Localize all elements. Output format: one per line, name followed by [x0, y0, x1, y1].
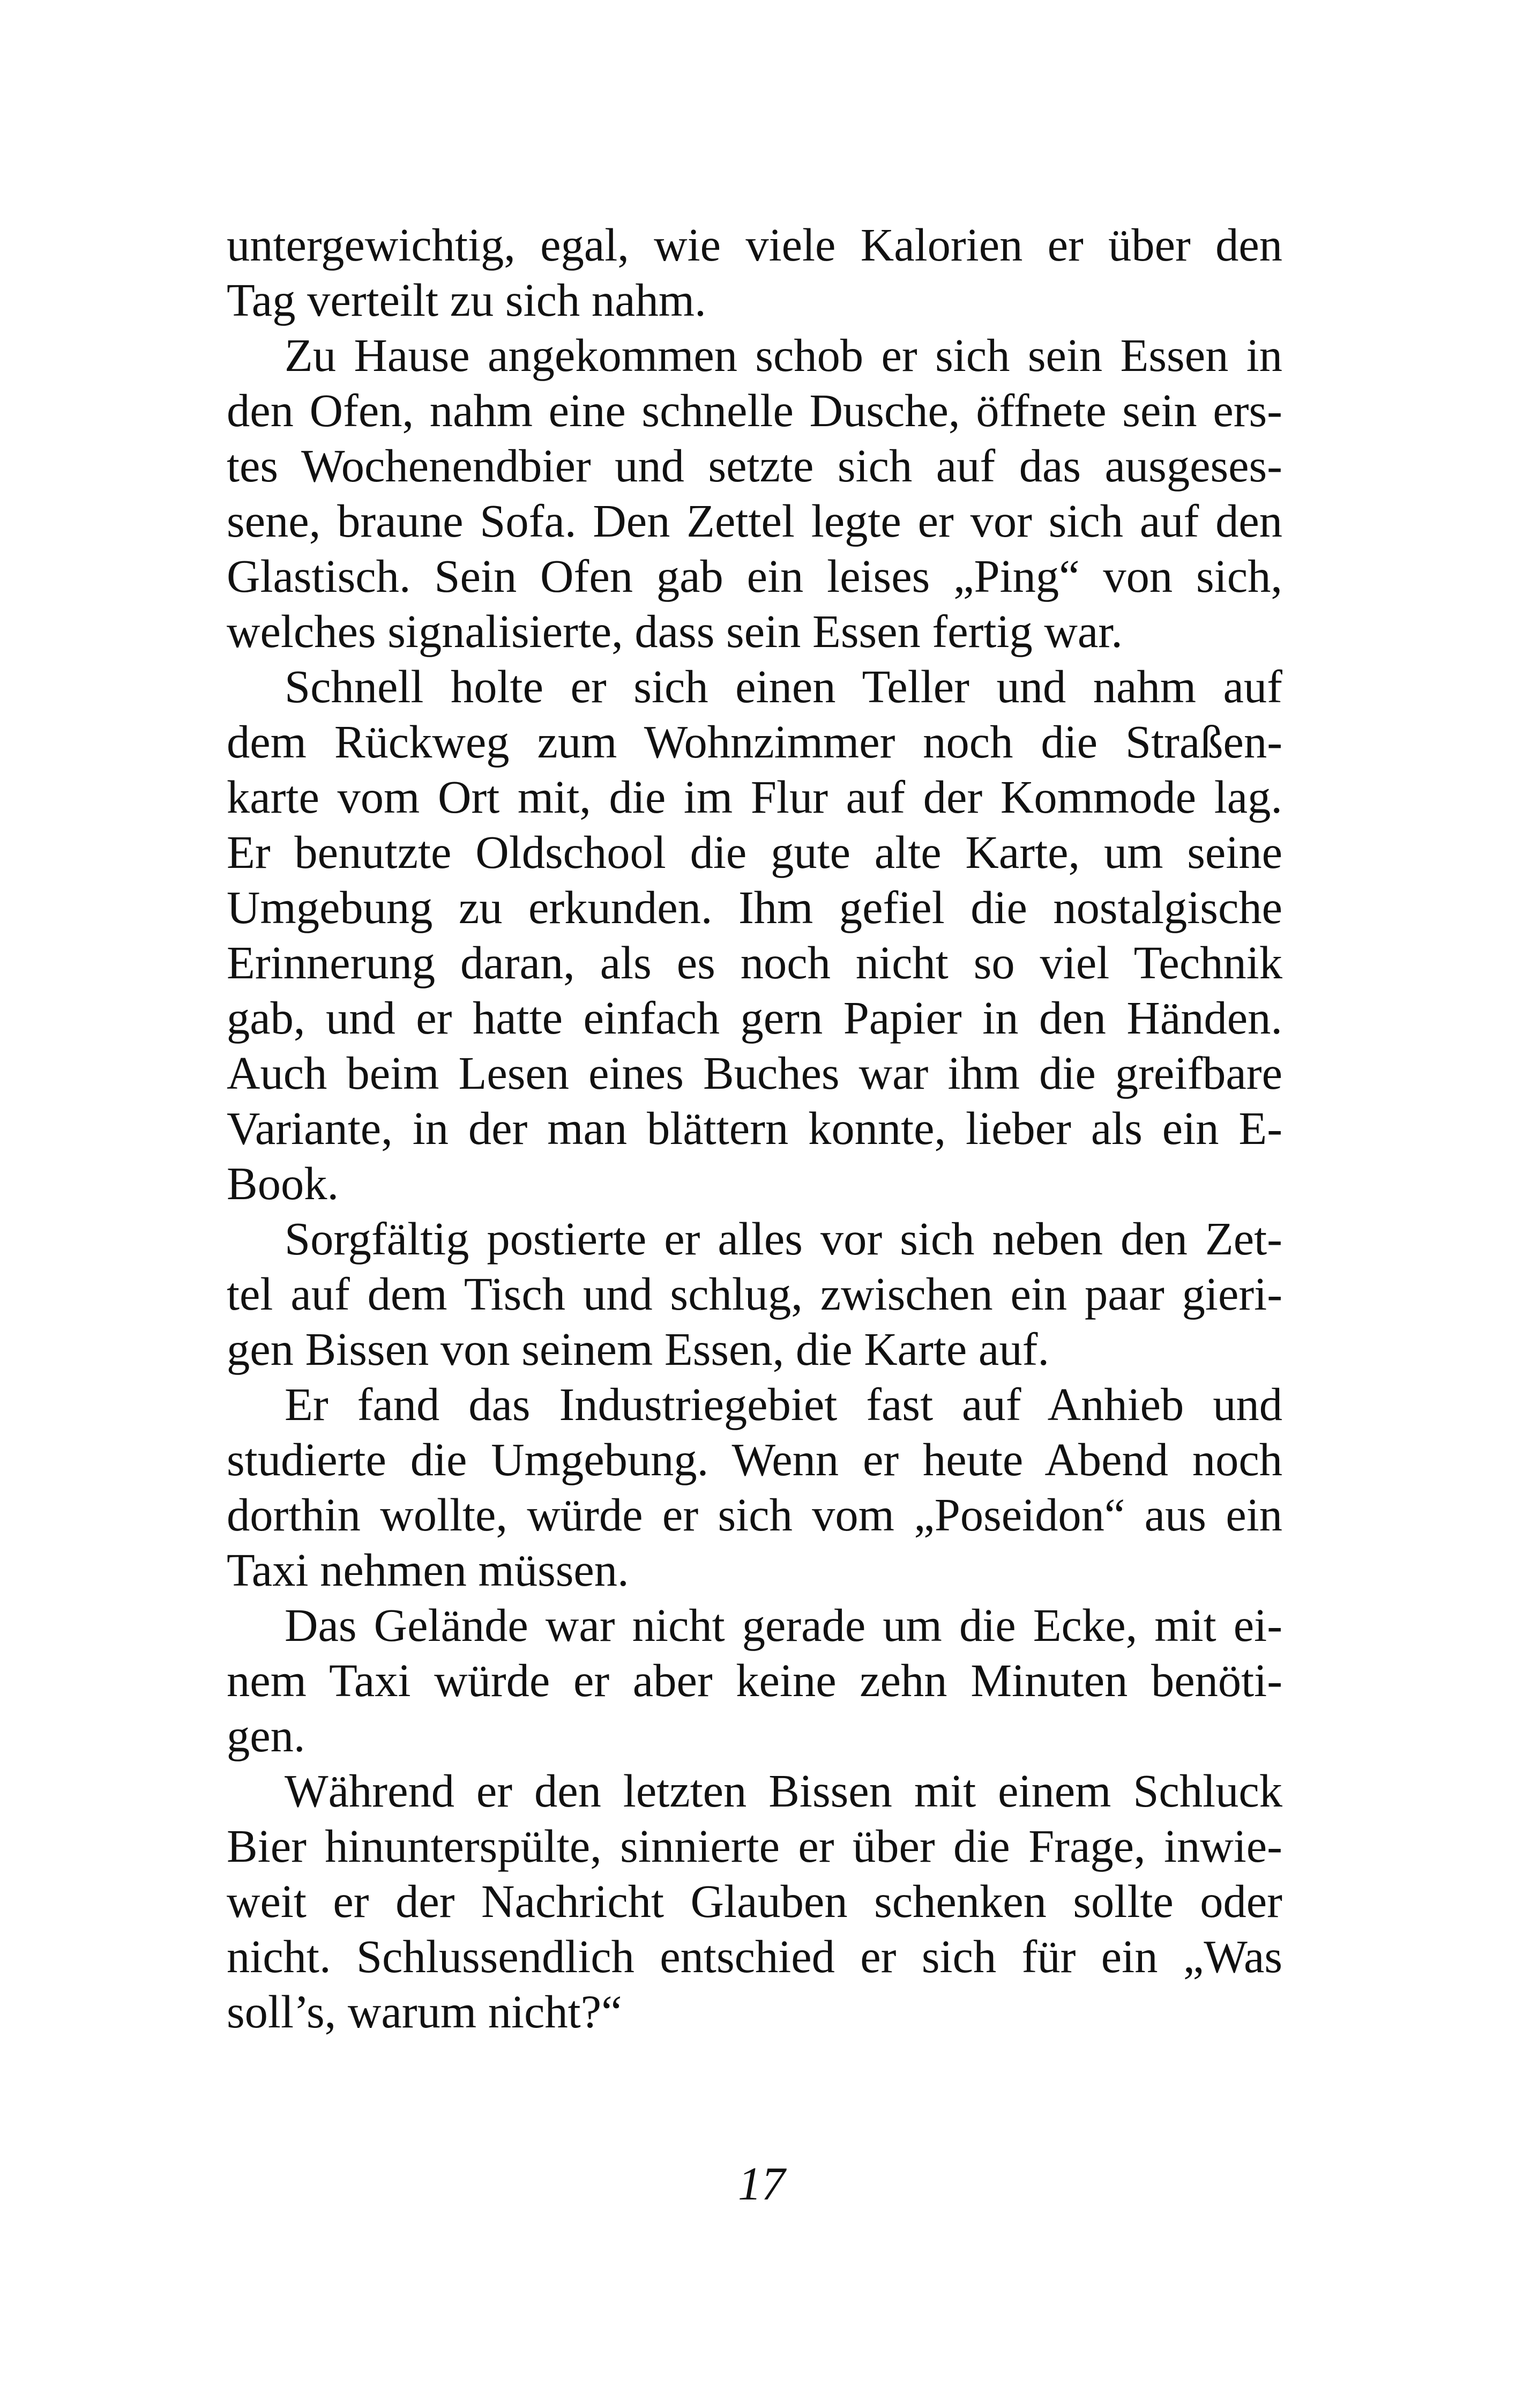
- text-line: untergewichtig, egal, wie viele Kalorien er über den: [227, 219, 1282, 271]
- text-line: Erinnerung daran, als es noch nicht so viel Technik: [227, 937, 1282, 989]
- text-line: Bier hinunterspülte, sinnierte er über die Frage, inwie-: [227, 1820, 1282, 1872]
- paragraph: [227, 218, 1282, 328]
- text-line: Er fand das Industriegebiet fast auf Anhieb und: [285, 1379, 1282, 1430]
- text-line: Glastisch. Sein Ofen gab ein leises „Ping“ von sich,: [227, 551, 1282, 602]
- text-line: Taxi nehmen müssen.: [227, 1544, 629, 1596]
- text-line: gen.: [227, 1710, 305, 1762]
- text-line: den Ofen, nahm eine schnelle Dusche, öffnete sein ers-: [227, 385, 1282, 436]
- paragraph: [227, 1764, 1282, 2040]
- paragraph: [227, 659, 1282, 1212]
- text-line: Tag verteilt zu sich nahm.: [227, 274, 706, 326]
- text-line: gab, und er hatte einfach gern Papier in den Händen.: [227, 992, 1282, 1044]
- body-text: [227, 218, 1282, 2040]
- text-line: weit er der Nachricht Glauben schenken sollte oder: [227, 1876, 1282, 1927]
- paragraph: [227, 328, 1282, 659]
- text-line: Während er den letzten Bissen mit einem Schluck: [285, 1765, 1282, 1817]
- text-line: Umgebung zu erkunden. Ihm gefiel die nostalgische: [227, 882, 1282, 933]
- text-line: nem Taxi würde er aber keine zehn Minuten benöti-: [227, 1655, 1282, 1706]
- paragraph: [227, 1377, 1282, 1598]
- text-line: Sorgfältig postierte er alles vor sich neben den Zet-: [285, 1213, 1282, 1265]
- text-line: Auch beim Lesen eines Buches war ihm die greifbare: [227, 1047, 1282, 1099]
- text-line: nicht. Schlussendlich entschied er sich für ein „Was: [227, 1931, 1282, 1982]
- text-line: Schnell holte er sich einen Teller und nahm auf: [285, 661, 1282, 712]
- text-line: dem Rückweg zum Wohnzimmer noch die Straßen-: [227, 716, 1282, 768]
- text-line: sene, braune Sofa. Den Zettel legte er vor sich auf den: [227, 495, 1282, 547]
- text-line: Variante, in der man blättern konnte, lieber als ein E-: [227, 1103, 1282, 1154]
- text-line: dorthin wollte, würde er sich vom „Poseidon“ aus ein: [227, 1489, 1282, 1541]
- text-line: Zu Hause angekommen schob er sich sein Essen in: [285, 330, 1282, 381]
- text-line: Er benutzte Oldschool die gute alte Karte, um seine: [227, 827, 1282, 878]
- paragraph: [227, 1598, 1282, 1764]
- text-line: studierte die Umgebung. Wenn er heute Abend noch: [227, 1434, 1282, 1485]
- text-line: gen Bissen von seinem Essen, die Karte auf.: [227, 1324, 1049, 1375]
- text-line: welches signalisierte, dass sein Essen fertig war.: [227, 606, 1123, 657]
- text-line: tel auf dem Tisch und schlug, zwischen ein paar gieri-: [227, 1268, 1282, 1320]
- text-line: Das Gelände war nicht gerade um die Ecke, mit ei-: [285, 1600, 1282, 1651]
- text-line: tes Wochenendbier und setzte sich auf das ausgeses-: [227, 440, 1282, 492]
- page-number: 17: [738, 2158, 785, 2210]
- text-line: Book.: [227, 1158, 339, 1209]
- text-line: soll’s, warum nicht?“: [227, 1986, 622, 2038]
- text-line: karte vom Ort mit, die im Flur auf der Kommode lag.: [227, 771, 1282, 823]
- paragraph: [227, 1212, 1282, 1377]
